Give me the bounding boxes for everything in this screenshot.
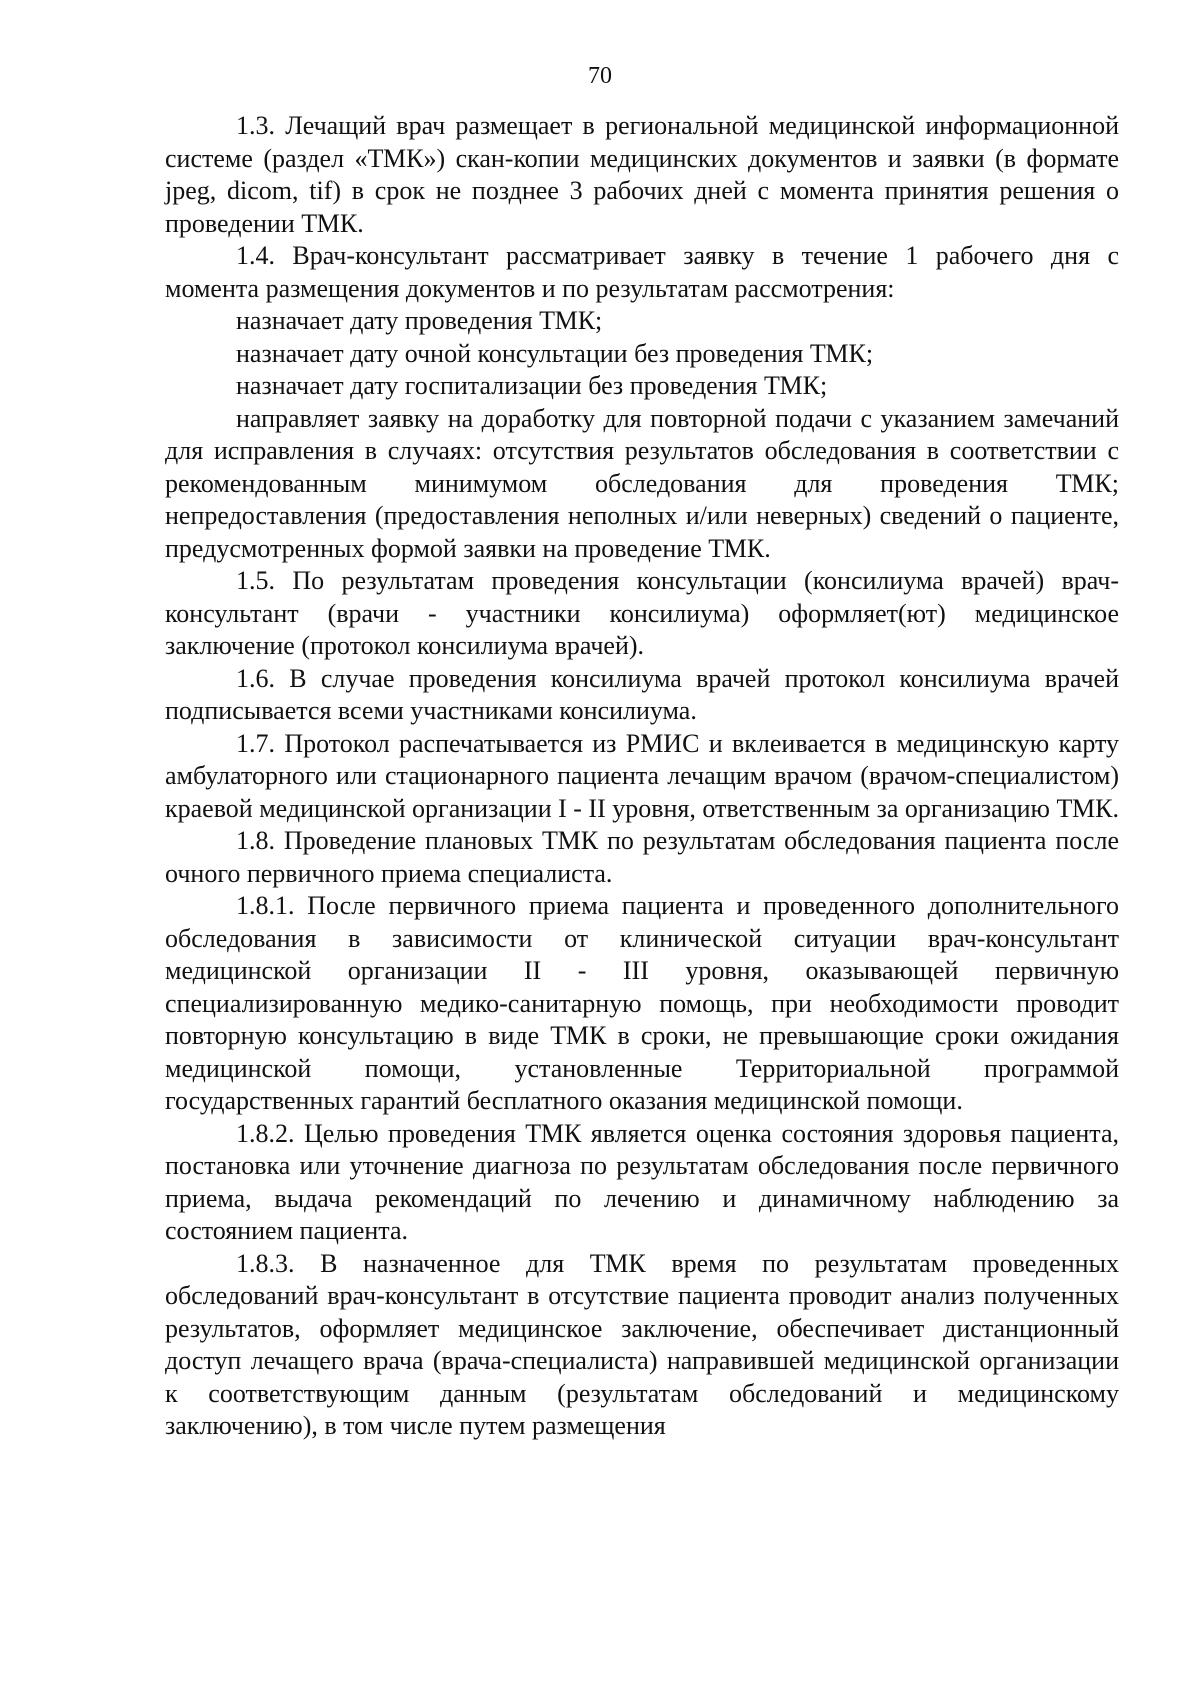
paragraph-1-8-2: 1.8.2. Целью проведения ТМК является оценка состояния здоровья пациента, постановка или уточнение диагноза по результатам обследования после первичного приема, выдача рекомендаций по лечению и динамичному наблюдению за состоянием пациента. (165, 1118, 1119, 1245)
paragraph-1-8: 1.8. Проведение плановых ТМК по результатам обследования пациента после очного первичного приема специалиста. (165, 826, 1119, 888)
list-item-return-for-revision: направляет заявку на доработку для повторной подачи с указанием замечаний для исправления в случаях: отсутствия результатов обследования в соответствии с рекомендованным минимумом обследования для проведения ТМК; непредоставления (предоставления неполных и/или неверных) сведений о пациенте, предусмотренных формой заявки на проведение ТМК. (165, 403, 1119, 563)
paragraph-1-6: 1.6. В случае проведения консилиума врачей протокол консилиума врачей подписывается всеми участниками консилиума. (165, 663, 1119, 725)
list-item-assign-hospitalization: назначает дату госпитализации без проведения ТМК; (236, 371, 828, 400)
list-item-assign-tmk-date: назначает дату проведения ТМК; (236, 306, 603, 335)
paragraph-1-8-3: 1.8.3. В назначенное для ТМК время по результатам проведенных обследований врач-консультант в отсутствие пациента проводит анализ полученных результатов, оформляет медицинское заключение, обеспечивает дистанционный доступ лечащего врача (врача-специалиста) направившей медицинской организации к соответствующим данным (результатам обследований и медицинскому заключению), в том числе путем размещения (165, 1248, 1119, 1440)
paragraph-1-7: 1.7. Протокол распечатывается из РМИС и вклеивается в медицинскую карту амбулаторного или стационарного пациента лечащим врачом (врачом-специалистом) краевой медицинской организации I - II уровня, ответственным за организацию ТМК. (165, 728, 1119, 823)
document-body (165, 110, 1119, 1443)
paragraph-1-8-1: 1.8.1. После первичного приема пациента и проведенного дополнительного обследования в зависимости от клинической ситуации врач-консультант медицинской организации II - III уровня, оказывающей первичную специализированную медико-санитарную помощь, при необходимости проводит повторную консультацию в виде ТМК в сроки, не превышающие сроки ожидания медицинской помощи, установленные Территориальной программой государственных гарантий бесплатного оказания медицинской помощи. (165, 891, 1119, 1115)
paragraph-1-5: 1.5. По результатам проведения консультации (консилиума врачей) врач-консультант (врачи - участники консилиума) оформляет(ют) медицинское заключение (протокол консилиума врачей). (165, 566, 1119, 660)
list-item-assign-in-person-consultation: назначает дату очной консультации без проведения ТМК; (236, 338, 874, 368)
paragraph-1-3: 1.3. Лечащий врач размещает в региональной медицинской информационной системе (раздел «ТМК») скан-копии медицинских документов и заявки (в формате jpeg, dicom, tif) в срок не позднее 3 рабочих дней с момента принятия решения о проведении ТМК. (165, 111, 1119, 238)
paragraph-1-4: 1.4. Врач-консультант рассматривает заявку в течение 1 рабочего дня с момента размещения документов и по результатам рассмотрения: (165, 241, 1119, 303)
page-number: 70 (588, 63, 612, 89)
